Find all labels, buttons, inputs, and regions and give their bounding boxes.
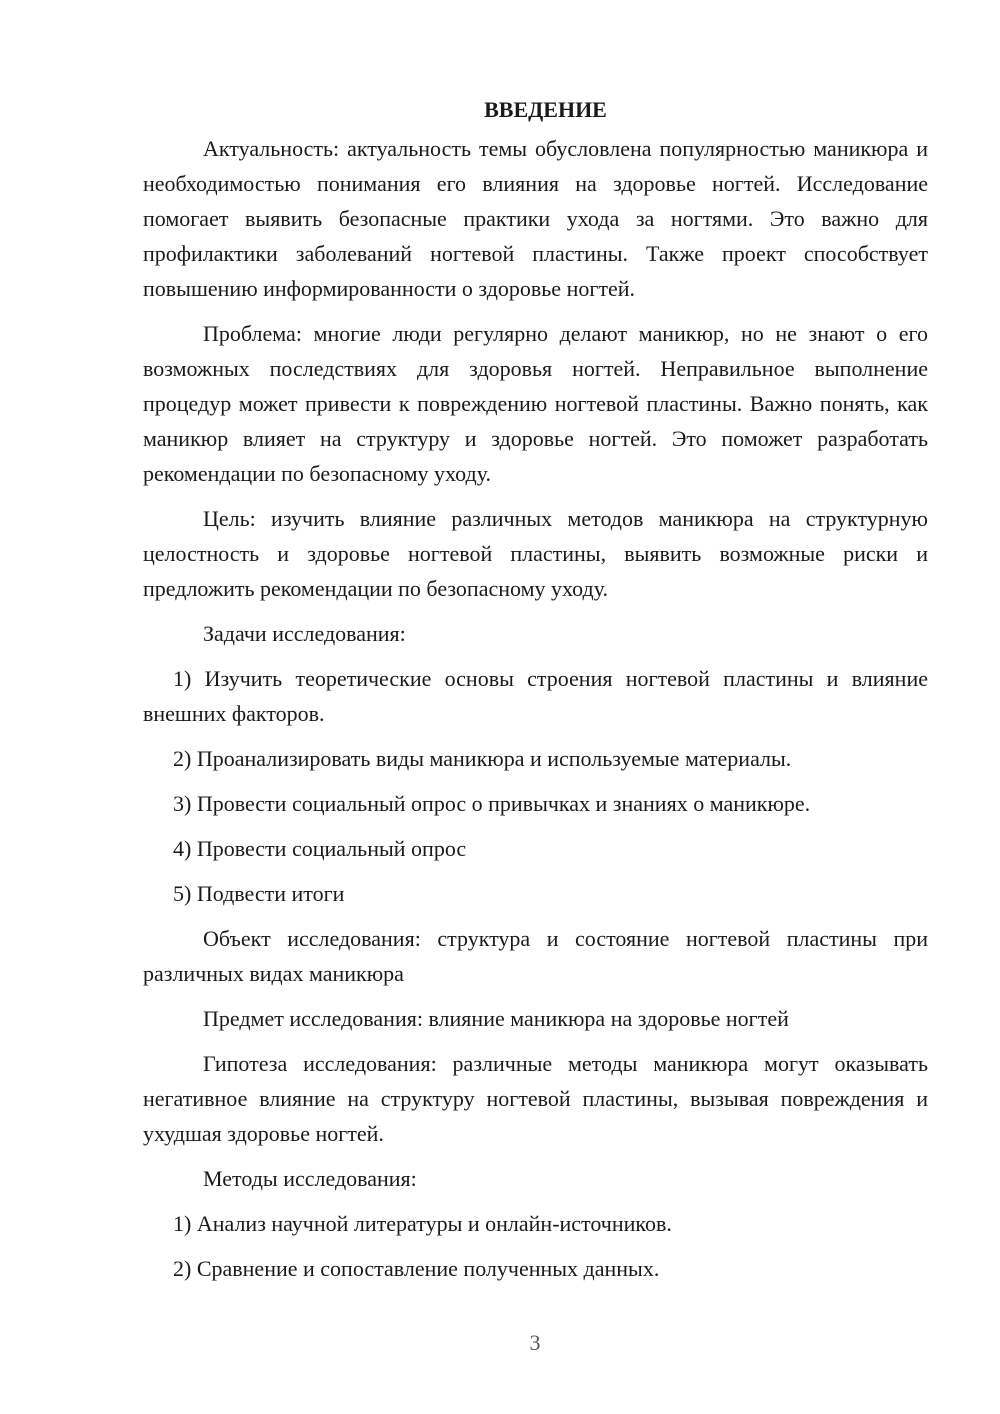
method-item-1: 1) Анализ научной литературы и онлайн-источников. (173, 1211, 672, 1236)
task-item-5: 5) Подвести итоги (173, 881, 345, 906)
methods-title: Методы исследования: (203, 1166, 417, 1191)
document-page (143, 92, 928, 1296)
task-item-3: 3) Провести социальный опрос о привычках и знаниях о маникюре. (173, 791, 811, 816)
relevance-paragraph: Актуальность: актуальность темы обусловлена популярностью маникюра и необходимостью понимания его влияния на здоровье ногтей. Исследование помогает выявить безопасные практики ухода за ногтями. Это важно для профилактики заболеваний ногтевой пластины. Также проект способствует повышению информированности о здоровье ногтей. (143, 136, 928, 301)
section-heading: ВВЕДЕНИЕ (484, 97, 607, 122)
task-item-4: 4) Провести социальный опрос (173, 836, 467, 861)
object-paragraph: Объект исследования: структура и состояние ногтевой пластины при различных видах маникюра (143, 926, 928, 986)
problem-paragraph: Проблема: многие люди регулярно делают маникюр, но не знают о его возможных последствиях для здоровья ногтей. Неправильное выполнение процедур может привести к повреждению ногтевой пластины. Важно понять, как маникюр влияет на структуру и здоровье ногтей. Это поможет разработать рекомендации по безопасному уходу. (143, 321, 928, 486)
task-item-1: 1) Изучить теоретические основы строения ногтевой пластины и влияние внешних факторов. (143, 666, 928, 726)
tasks-title: Задачи исследования: (203, 621, 406, 646)
task-item-2: 2) Проанализировать виды маникюра и используемые материалы. (173, 746, 792, 771)
page-number: 3 (529, 1330, 541, 1355)
subject-paragraph: Предмет исследования: влияние маникюра на здоровье ногтей (203, 1006, 789, 1031)
method-item-2: 2) Сравнение и сопоставление полученных данных. (173, 1256, 660, 1281)
goal-paragraph: Цель: изучить влияние различных методов маникюра на структурную целостность и здоровье ногтевой пластины, выявить возможные риски и предложить рекомендации по безопасному уходу. (143, 506, 928, 601)
hypothesis-paragraph: Гипотеза исследования: различные методы маникюра могут оказывать негативное влияние на структуру ногтевой пластины, вызывая повреждения и ухудшая здоровье ногтей. (143, 1051, 928, 1146)
